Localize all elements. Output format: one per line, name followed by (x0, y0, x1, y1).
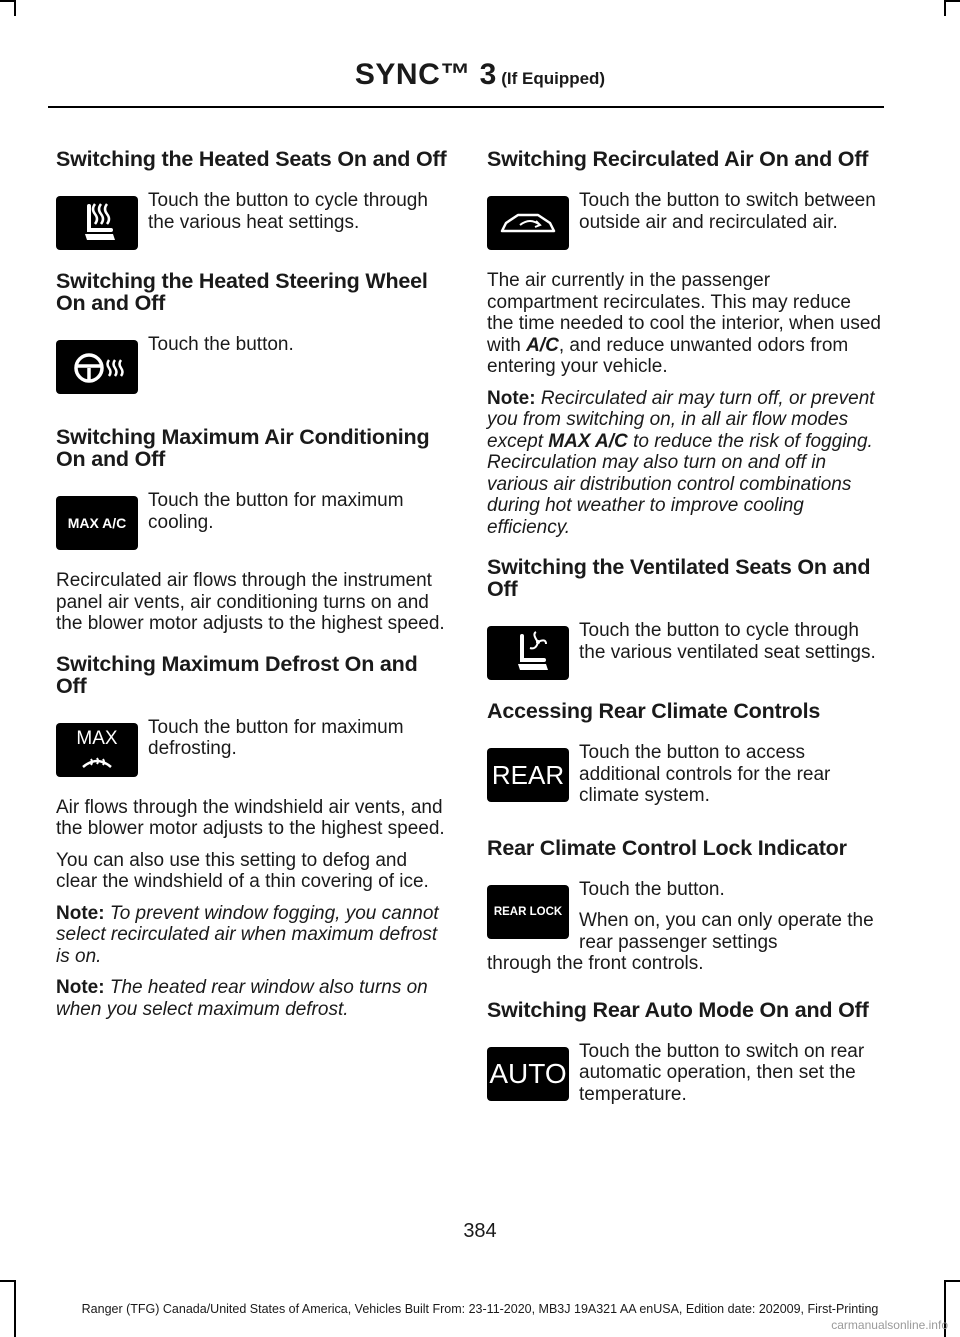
ventilated-seat-icon (487, 626, 569, 680)
rear-lock-icon: REAR LOCK (487, 885, 569, 939)
rear-icon: REAR (487, 748, 569, 802)
max-defrost-note2: Note: The heated rear window also turns on when you select maximum defrost. (56, 977, 428, 1020)
rear-lock-text2: When on, you can only operate the rear passenger settings (579, 910, 874, 953)
heading-max-defrost: Switching Maximum Defrost On and Off (56, 651, 418, 698)
rear-access-row (487, 742, 881, 817)
max-ac-text: Touch the button for maximum cooling. (148, 490, 404, 533)
rear-auto-row (487, 1041, 881, 1116)
heading-max-ac: Switching Maximum Air Conditioning On and Off (56, 425, 430, 471)
heading-rear-auto: Switching Rear Auto Mode On and Off (487, 997, 869, 1022)
recirc-body: The air currently in the passenger compartment recirculates. This may reduce the time needed to cool the interior, when used with A/C, and reduce unwanted odors from entering your vehicle. (487, 270, 881, 377)
heated-wheel-row (56, 334, 448, 394)
footer-line: Ranger (TFG) Canada/United States of America, Vehicles Built From: 23-11-2020, MB3J 19A321 AA enUSA, Edition date: 202009, First-Printing (81, 1302, 879, 1316)
heated-steering-wheel-icon (56, 340, 138, 394)
max-ac-body: Recirculated air flows through the instrument panel air vents, air conditioning turns on and the blower motor adjusts to the highest speed. (56, 570, 445, 634)
heading-rear-access: Accessing Rear Climate Controls (487, 699, 821, 723)
heated-wheel-text: Touch the button. (148, 334, 294, 355)
watermark: carmanualsonline.info (831, 1318, 948, 1332)
auto-icon: AUTO (487, 1047, 569, 1101)
recirc-text: Touch the button to switch between outside air and recirculated air. (579, 190, 876, 233)
max-defrost-icon: MAX (56, 723, 138, 777)
heading-rear-lock: Rear Climate Control Lock Indicator (487, 835, 847, 860)
crop-mark (944, 0, 946, 16)
heading-heated-wheel: Switching the Heated Steering Wheel On and Off (56, 269, 428, 315)
recirc-row (487, 190, 881, 250)
max-defrost-note1: Note: To prevent window fogging, you cannot select recirculated air when maximum defrost is on. (56, 902, 439, 967)
ventilated-row (487, 620, 881, 680)
max-defrost-text: Touch the button for maximum defrosting. (148, 716, 404, 759)
ventilated-text: Touch the button to cycle through the various ventilated seat settings. (579, 620, 876, 663)
recirc-note: Note: Recirculated air may turn off, or prevent you from switching on, in all air flow modes except MAX A/C to reduce the risk of fogging. Recirculation may also turn on and off in various air distribution control combinations during hot weather to improve cooling efficiency. (487, 387, 875, 538)
header-subtitle: (If Equipped) (501, 69, 606, 88)
left-column (56, 148, 448, 1030)
max-ac-icon: MAX A/C (56, 496, 138, 550)
rear-lock-text1: Touch the button. (579, 878, 725, 900)
page-number: 384 (463, 1220, 497, 1242)
crop-mark (0, 1280, 16, 1282)
crop-mark (14, 0, 16, 16)
heated-seats-text: Touch the button to cycle through the various heat settings. (148, 190, 428, 233)
rear-lock-text3: through the front controls. (487, 953, 704, 974)
header-rule (48, 106, 884, 108)
max-defrost-body2: You can also use this setting to defog and clear the windshield of a thin covering of ice. (56, 849, 429, 892)
crop-mark (944, 1280, 960, 1282)
rear-lock-row (487, 879, 881, 954)
header-title: SYNC™ 3 (354, 58, 497, 91)
recirculated-air-icon (487, 196, 569, 250)
heading-heated-seats: Switching the Heated Seats On and Off (56, 147, 447, 171)
heading-recirc: Switching Recirculated Air On and Off (487, 147, 869, 171)
heated-seat-icon (56, 196, 138, 250)
rear-access-text: Touch the button to access additional controls for the rear climate system. (579, 742, 831, 806)
heated-seats-row (56, 190, 448, 250)
max-ac-row (56, 490, 448, 550)
rear-auto-text: Touch the button to switch on rear automatic operation, then set the temperature. (579, 1040, 865, 1105)
page-header (0, 58, 960, 92)
right-column (487, 148, 881, 1135)
max-defrost-row (56, 717, 448, 777)
heading-ventilated: Switching the Ventilated Seats On and Off (487, 555, 871, 601)
crop-mark (944, 0, 960, 2)
max-defrost-body1: Air flows through the windshield air vents, and the blower motor adjusts to the highest speed. (56, 796, 445, 839)
